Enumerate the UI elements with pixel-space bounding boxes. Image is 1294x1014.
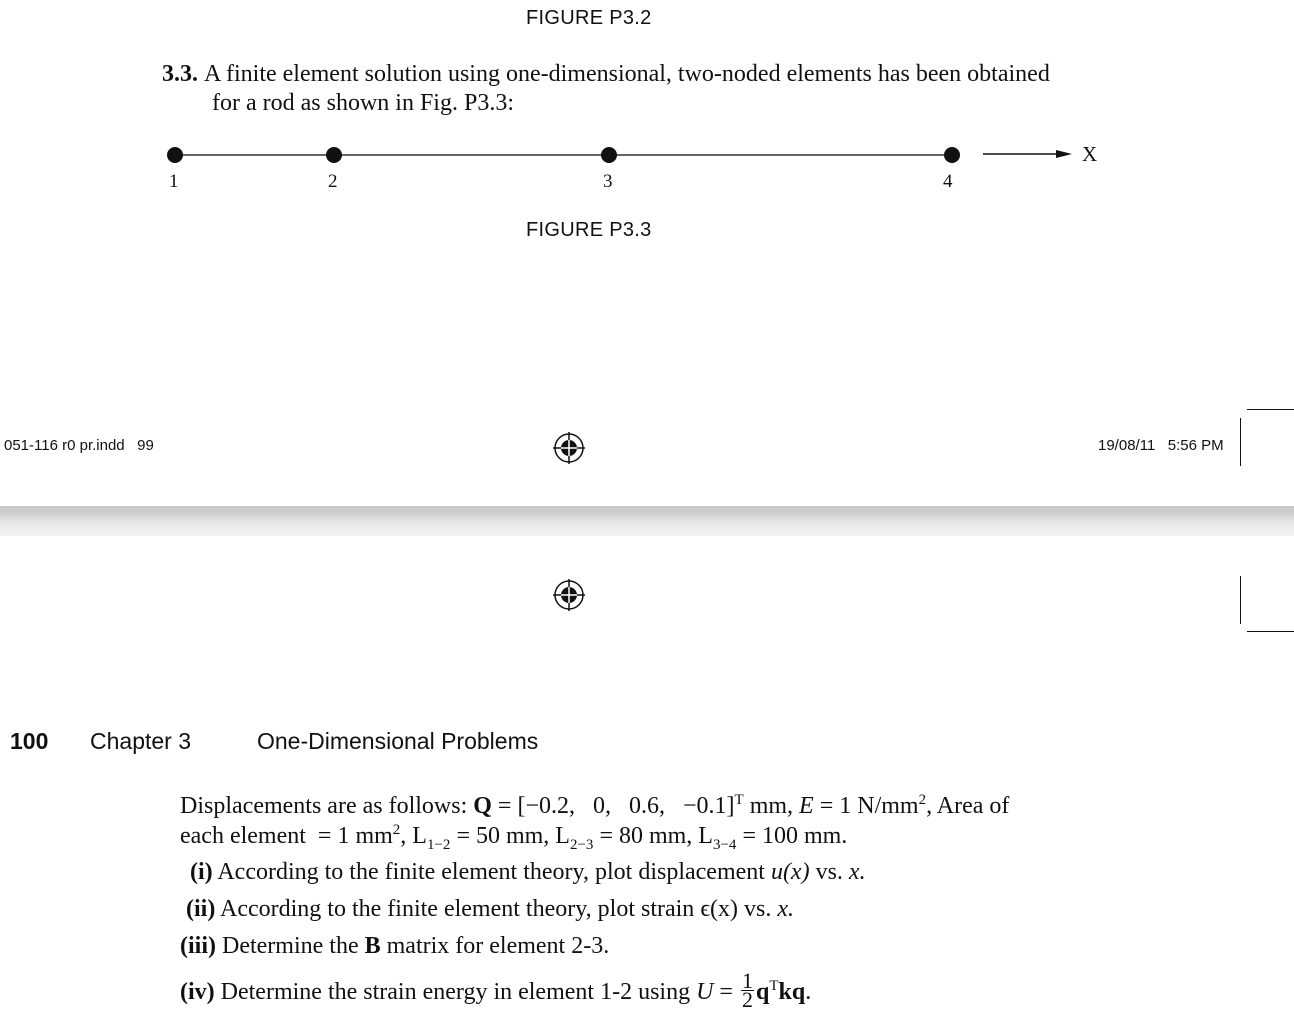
node-2-marker: [326, 147, 342, 163]
item-ii: [186, 896, 794, 923]
l12-value: = 50 mm, L: [450, 823, 570, 849]
x-axis-label: X: [1082, 142, 1098, 166]
fraction-denominator: 2: [741, 987, 753, 1012]
squared-sup-2: 2: [392, 822, 401, 838]
crop-mark-vertical-top: [1240, 418, 1241, 466]
sub-1-2: 1−2: [426, 836, 451, 853]
node-label-3: 3: [603, 171, 613, 192]
b-matrix-symbol: B: [364, 933, 381, 959]
crop-mark-vertical-bottom: [1240, 576, 1241, 624]
slug-file-info: 051-116 r0 pr.indd 99: [4, 437, 154, 454]
crop-mark-horizontal-top: [1247, 409, 1294, 410]
item-iv: [180, 968, 812, 1012]
item-ii-x: x.: [777, 896, 795, 922]
u-symbol: U: [696, 979, 714, 1006]
problem-3-3: [162, 60, 1162, 118]
squared-sup: 2: [918, 792, 927, 808]
page-number: 100: [10, 728, 49, 754]
transpose-sup: T: [734, 792, 744, 808]
l12-prefix: , L: [400, 823, 427, 849]
node-label-1: 1: [169, 171, 179, 192]
x-axis-arrow-head: [1056, 150, 1072, 158]
item-i-x: x.: [848, 859, 866, 885]
node-1-marker: [167, 147, 183, 163]
transpose-sup-2: T: [769, 978, 779, 995]
registration-mark-icon: [552, 431, 586, 465]
item-iv-label: (iv): [180, 979, 215, 1006]
item-ii-text: According to the finite element theory, plot strain: [215, 896, 701, 922]
registration-mark-icon-bottom: [552, 578, 586, 612]
item-i-end: vs.: [809, 859, 849, 885]
problem-text-line1: A finite element solution using one-dimensional, two-noded elements has been obtained: [204, 61, 1050, 87]
fraction-numerator: 1: [741, 968, 753, 993]
element-properties: [180, 822, 1180, 851]
equals-sign: =: [713, 979, 739, 1006]
item-iv-end: .: [805, 979, 812, 1006]
each-element: each element = 1 mm: [180, 823, 393, 849]
item-iii-end: matrix for element 2-3.: [380, 933, 610, 959]
item-i-text: According to the finite element theory, plot displacement: [212, 859, 771, 885]
chapter-label: Chapter 3: [90, 728, 192, 754]
one-half-fraction: [741, 968, 754, 1012]
item-ii-end: vs.: [738, 896, 778, 922]
item-i: [190, 859, 866, 886]
chapter-title: One-Dimensional Problems: [257, 728, 539, 754]
item-ii-func: ϵ(x): [700, 896, 739, 922]
disp-vector: = [−0.2, 0, 0.6, −0.1]: [491, 793, 735, 819]
item-iii: [180, 933, 609, 960]
item-i-func: u(x): [770, 859, 810, 885]
node-label-4: 4: [943, 171, 953, 192]
item-iii-text: Determine the: [216, 933, 365, 959]
figure-p3-3-caption: FIGURE P3.3: [526, 219, 652, 241]
figure-p3-3-rod-diagram: [0, 130, 1294, 200]
e-value: = 1 N/mm: [813, 793, 919, 819]
disp-units: mm,: [743, 793, 800, 819]
q-vector-symbol: Q: [473, 793, 492, 819]
node-3-marker: [601, 147, 617, 163]
item-iv-text: Determine the strain energy in element 1-2 using: [214, 979, 697, 1006]
kq-symbol: kq: [778, 979, 806, 1006]
disp-intro: Displacements are as follows:: [180, 793, 474, 819]
crop-mark-horizontal-bottom: [1247, 631, 1294, 632]
item-iii-label: (iii): [180, 933, 216, 959]
figure-p3-2-caption: FIGURE P3.2: [526, 7, 652, 29]
item-ii-label: (ii): [186, 896, 216, 922]
item-i-label: (i): [190, 859, 213, 885]
area-of: , Area of: [926, 793, 1010, 819]
node-label-2: 2: [328, 171, 338, 192]
l34-value: = 100 mm.: [736, 823, 848, 849]
q-symbol: q: [755, 979, 770, 1006]
problem-number: 3.3.: [162, 61, 198, 87]
page-separator: [0, 506, 1294, 536]
sub-2-3: 2−3: [569, 836, 594, 853]
node-4-marker: [944, 147, 960, 163]
slug-date-time: 19/08/11 5:56 PM: [1098, 437, 1224, 454]
displacement-statement: [180, 792, 1180, 821]
l23-value: = 80 mm, L: [593, 823, 713, 849]
problem-text-line2: for a rod as shown in Fig. P3.3:: [212, 90, 514, 116]
sub-3-4: 3−4: [712, 836, 737, 853]
e-symbol: E: [799, 793, 814, 819]
